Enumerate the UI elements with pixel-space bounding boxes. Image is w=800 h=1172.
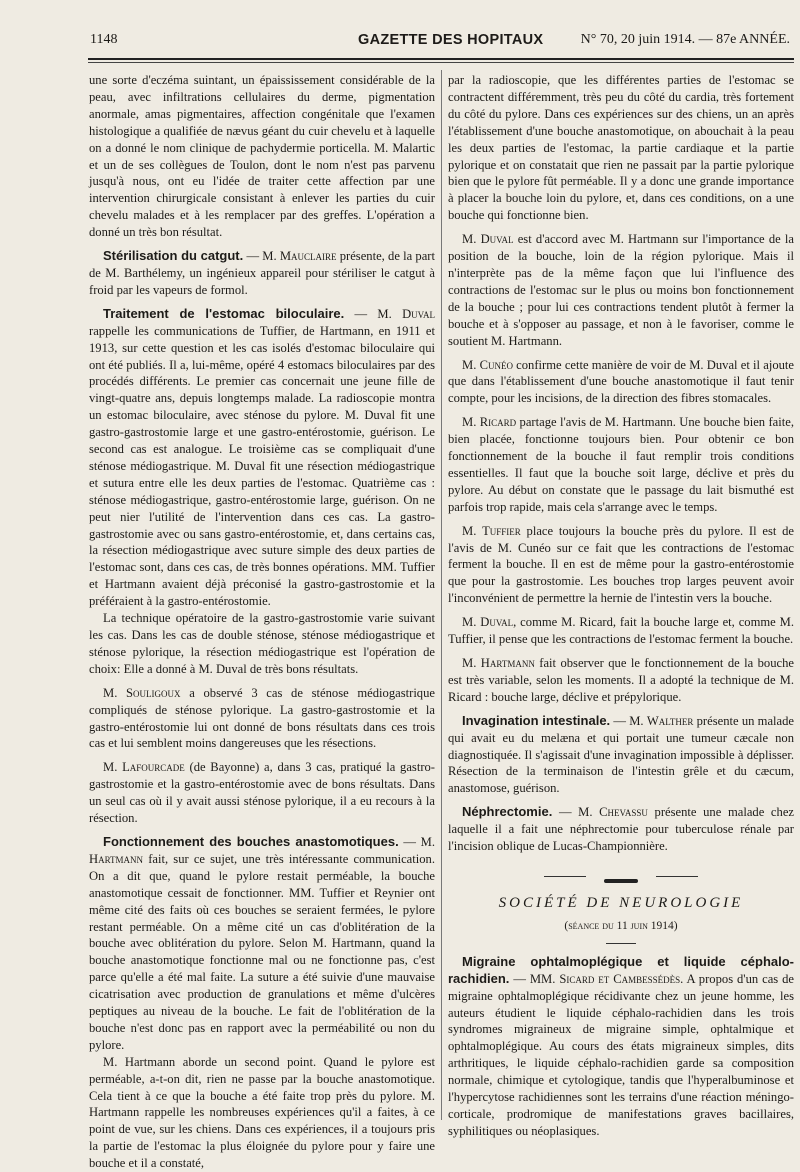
dash: — M. xyxy=(552,805,600,820)
paragraph-text: . A propos d'un cas de migraine ophtalmoplégique récidivante chez un jeune homme, les auteurs étudient le liquide céphalo-rachidien dans les trois syndromes migraineux de migraine simple, ophtalmique et ophtalmoplégique. Au cours des états migraineux simples, dits arthritiques, le liquide céphalo-rachidien garde sa composition normale, chimique et cytologique, tandis que l'hyperalbuminose et l'hypercytose rachidiennes sont les terrains d'une réaction méningo-corticale, prodromique de manifestations graves bacillaires, syphilitiques ou néoplasiques. xyxy=(448,971,794,1138)
section-heading: Migraine ophtalmoplégique et liquide céphalo-rachidien. xyxy=(448,953,794,986)
author-name: Cunéo xyxy=(479,357,513,372)
prefix: M. xyxy=(462,415,480,430)
paragraph-duval xyxy=(448,231,794,349)
paragraph-cuneo xyxy=(448,357,794,408)
section-heading: Stérilisation du catgut. xyxy=(103,248,244,264)
paragraph-duval-2 xyxy=(448,614,794,648)
column-divider xyxy=(441,70,442,1120)
paragraph-hartmann xyxy=(448,655,794,706)
dash: — M. xyxy=(344,306,403,321)
paragraph-text: (de Bayonne) a, dans 3 cas, pratiqué la gastro-gastrostomie et la gastro-entérostomie avec de bons résultats. Dans un seul cas où il y avait aussi sténose pylorique, il a eu recours à la résection. xyxy=(89,760,436,826)
paragraph-text: fait observer que le fonctionnement de la bouche est très variable, selon les moments. Il a adopté la technique de M. Ricard : bouche large, déclive et prépylorique. xyxy=(448,656,795,704)
section-heading: Fonctionnement des bouches anastomotiques. xyxy=(103,833,399,849)
author-name: Hartmann xyxy=(480,656,535,670)
ornament-line-right xyxy=(656,876,698,877)
author-name: Duval xyxy=(480,232,514,247)
issue-info: N° 70, 20 juin 1914. — 87e ANNÉE. xyxy=(580,32,790,47)
ornament-center xyxy=(604,879,638,883)
author-name: Souligoux xyxy=(126,685,181,700)
left-column xyxy=(89,72,435,1172)
page-header xyxy=(90,30,790,52)
paragraph-nephrectomie xyxy=(448,804,794,855)
paragraph-migraine xyxy=(448,954,794,1140)
paragraph-text: partage l'avis de M. Hartmann. Une bouche bien faite, bien placée, fonctionne toujours bien. Pour obtenir ce bon fonctionnement de la bouche il faut remplir trois conditions essentielles. Il faut que la bouche soit large, déclive et près du pylore. Au début on constate que le passage du lait bismuthé est parfois trop rapide, mais cela s'arrange avec le temps. xyxy=(448,415,794,514)
author-name: Lafourcade xyxy=(122,760,185,775)
short-rule xyxy=(606,943,636,944)
paragraph: M. Hartmann aborde un second point. Quand le pylore est perméable, a-t-on dit, rien ne passe par la bouche anastomotique. Cela tient à ce que la bouche a été faite trop près du pylore. M. Hartmann rappelle les nombreuses expériences qu'il a faites, à ce point de vue, sur les chiens. Dans ces expériences, il a toujours pris la partie de l'estomac la plus éloignée du pylore pour y faire une bouche et il a constaté, xyxy=(89,1054,435,1171)
paragraph-text: , comme M. Ricard, fait la bouche large et, comme M. Tuffier, il pense que les contractions de l'estomac ferment la bouche. xyxy=(448,615,794,647)
prefix: M. xyxy=(103,685,127,700)
dash: — MM. xyxy=(509,971,560,986)
header-rule xyxy=(88,58,794,60)
prefix: M. xyxy=(462,357,480,372)
prefix: M. xyxy=(462,232,481,247)
paragraph-tuffier xyxy=(448,523,794,608)
prefix: M. xyxy=(462,615,481,630)
paragraph: La technique opératoire de la gastro-gastrostomie varie suivant les cas. Dans les cas de double sténose, sténose médiogastrique et sténose pylorique, la résection médiogastrique est l'opération de choix: Elle a donné à M. Duval de très bons résultats. xyxy=(89,611,435,676)
section-ornament xyxy=(448,871,794,881)
author-name: Walther xyxy=(646,713,694,728)
ornament-line-left xyxy=(544,876,586,877)
paragraph-biloculaire xyxy=(89,306,435,610)
dash: — M. xyxy=(398,834,435,849)
journal-title: GAZETTE DES HOPITAUX xyxy=(358,32,544,48)
prefix: M. xyxy=(103,760,123,775)
author-name: Duval xyxy=(480,615,514,630)
paragraph-text: place toujours la bouche près du pylore. Il est de l'avis de M. Cunéo sur ce fait que les contractions de l'estomac ferment la bouche. Il en est de même pour la gastro-entérostomie que pour la gastrostomie. Les bouches trop larges peuvent avoir l'inconvénient de permettre la hernie de l'intestin vers la bouche. xyxy=(448,523,794,606)
right-column xyxy=(448,72,794,1140)
society-title: SOCIÉTÉ DE NEUROLOGIE xyxy=(498,894,744,911)
dash: — M. xyxy=(243,249,280,264)
prefix: M. xyxy=(462,523,483,538)
author-name: Tuffier xyxy=(482,523,521,538)
author-name: Sicard et Cambessédès xyxy=(559,971,681,986)
paragraph-text: est d'accord avec M. Hartmann sur l'importance de la position de la bouche, loin de la région pylorique. Mais il n'interprète pas de la même façon que lui l'influence des contractions de l'estomac sur le plus ou moins bon fonctionnement de la bouche ; pour lui ces contractions tendent plutôt à fermer la bouche et à s'opposer au passage, et non à le favoriser, comme le soutient M. Hartmann. xyxy=(448,232,795,348)
author-name: Mauclaire xyxy=(279,249,337,264)
section-heading: Invagination intestinale. xyxy=(462,712,611,728)
paragraph-lafourcade xyxy=(89,759,435,827)
dash: — M. xyxy=(610,713,647,728)
paragraph: par la radioscopie, que les différentes parties de l'estomac se contractent différemment, très peu du côté du cardia, très fortement du côté du pylore. Dans ces expériences sur des chiens, un an après l'établissement d'une bouche anastomotique, on abouchait à la peau les deux parties de l'estomac, la partie cardiaque et la partie pylorique et on constatait que rien ne passait par la partie pylorique bien que le pylore fût perméable. Il y a donc une grande importance à placer la bouche loin du pylore, et, dans ces conditions, on a une bouche qui fonctionne bien. xyxy=(448,73,794,223)
paragraph-fonctionnement xyxy=(89,834,435,1054)
author-name: Chevassu xyxy=(599,805,648,820)
paragraph-invagination xyxy=(448,713,794,798)
paragraph-souligoux xyxy=(89,685,435,753)
header-rule-thin xyxy=(88,62,794,63)
paragraph: une sorte d'eczéma suintant, un épaississement considérable de la peau, avec infiltrations cellulaires du derme, pigmentation anormale, amas pigmentaires, affection congénitale que l'examen histologique a qualifiée de nævus géant du cuir chevelu et à laquelle on a donné le nom clinique de pachydermie porticella. M. Malartic et un de ses collègues de Toulon, dont le nom n'est pas parvenu jusqu'à nous, ont eu l'idée de traiter cette affection par une intervention chirurgicale consistant à enlever les parties du cuir chevelu malades et à les remplacer par des greffes. L'opération a donné un très bon résultat. xyxy=(89,73,435,240)
paragraph-text: fait, sur ce sujet, une très intéressante communication. On a dit que, quand le pylore restait perméable, la bouche anastomotique cessait de fonctionner. MM. Tuffier et Reynier ont même cité des faits où ces bouches se seraient fermées, le pylore restant perméable. On a même cité un cas d'oblitération de la bouche avec oblitération du pylore. Selon M. Hartmann, quand la bouche anastomotique fonctionne mal ou ne fonctionne pas, c'est parce qu'elle a été mal faite. La suture a été suivie d'une mauvaise cicatrisation avec production de granulations et même d'ulcères peptiques au niveau de la bouche. Le fait de l'oblitération de la bouche n'est donc pas en rapport avec la perméabilité ou non du pylore. xyxy=(89,851,435,1052)
author-name: Ricard xyxy=(479,415,517,430)
paragraph-text: rappelle les communications de Tuffier, de Hartmann, en 1911 et 1913, sur cette question et les cas isolés d'estomac biloculaire qui ont été publiés. Il a, lui-même, opéré 4 estomacs biloculaires par des procédés différents. Le premier cas concernait une jeune fille de vingt-quatre ans, depuis longtemps malade. La radioscopie montra un estomac biloculaire, avec sténose du pylore. M. Duval fit une gastro-gastrostomie large et une gastro-entérostomie, guérison. Le second cas est analogue. Le troisième cas se compliquait d'une sténose médiogastrique. M. Duval fit une résection médiogastrique et sutura entre elle les deux parties de l'estomac. Quatrième cas : sténose médiogastrique, gastro-entérostomie large, guérison. On ne peut nier l'utilité de l'intervention dans ces cas. La gastro-gastrostomie avec ou sans gastro-entérostomie, et, dans certains cas, la résection médiogastrique avec suture simple des deux parties de l'estomac sont, dans ces cas, de très bonnes opérations. MM. Tuffier et Hartmann avaient déjà préconisé la gastro-gastrostomie et la préféraient à la gastro-entérostomie. xyxy=(89,323,435,609)
paragraph-text: présente un malade qui avait eu du melæna et qui portait une tumeur cæcale non diagnostiquée. Il s'agissait d'une invagination impossible à déplisser. Résection de la terminaison de l'intestin grêle et du cæcum, anastomose, guérison. xyxy=(448,713,795,796)
paragraph-text: a observé 3 cas de sténose médiogastrique compliqués de sténose pylorique. La gastro-gastrostomie et la gastro-entérostomie lui ont donné de bons résultats dans ces trois cas et lui semblent moins dangereuses que les résections. xyxy=(89,685,435,751)
section-heading: Néphrectomie. xyxy=(462,804,553,820)
paragraph-text: présente une malade chez laquelle il a fait une néphrectomie pour tuberculose rénale par l'incision oblique de Lucas-Championnière. xyxy=(448,805,794,854)
paragraph-sterilisation xyxy=(89,248,435,299)
author-name: Hartmann xyxy=(89,851,144,866)
prefix: M. xyxy=(462,656,481,670)
seance-date: (séance du 11 juin 1914) xyxy=(564,919,678,932)
page-number: 1148 xyxy=(90,32,118,47)
paragraph-ricard xyxy=(448,414,794,515)
author-name: Duval xyxy=(402,306,435,321)
paragraph-text: confirme cette manière de voir de M. Duval et il ajoute que dans l'établissement d'une bouche anastomotique il faut tenir compte, pour les incisions, de la direction des fibres stomacales. xyxy=(448,357,795,406)
section-heading: Traitement de l'estomac biloculaire. xyxy=(103,305,345,321)
paragraph-text: présente, de la part de M. Barthélemy, un ingénieux appareil pour stériliser le catgut à froid par les vapeurs de formol. xyxy=(89,249,435,297)
